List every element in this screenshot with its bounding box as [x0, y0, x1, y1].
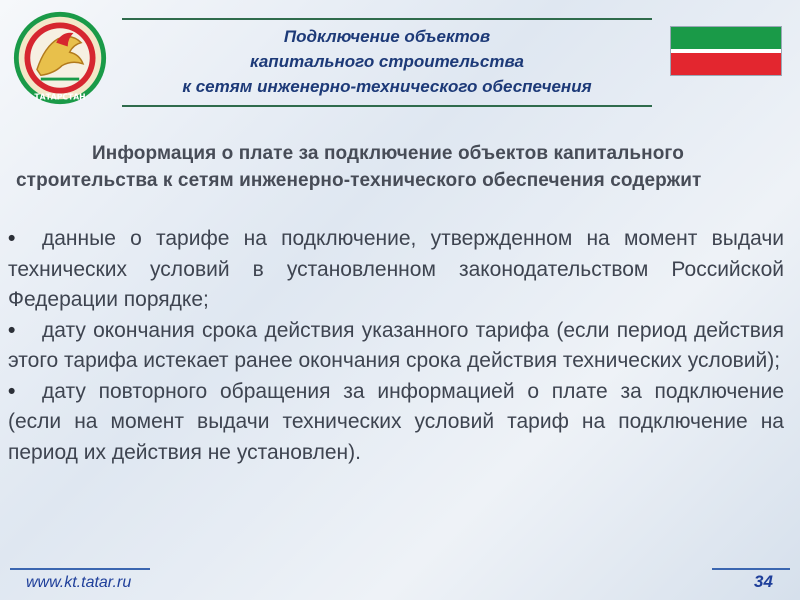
footer-left-rule — [10, 568, 150, 570]
title-line-2: капитального строительства — [250, 52, 524, 71]
header-bottom-rule — [122, 105, 652, 107]
intro-line-2: строительства к сетям инженерно-технического обеспечения содержит — [16, 170, 702, 191]
flag-green-stripe — [671, 27, 781, 49]
title-line-3: к сетям инженерно-технического обеспечения — [182, 77, 592, 96]
list-item — [8, 224, 784, 316]
bullet-text: дату окончания срока действия указанного тарифа (если период действия этого тарифа истекает ранее окончания срока действия технических условий); — [8, 318, 784, 372]
tatarstan-emblem-icon — [12, 10, 108, 106]
intro-heading — [10, 140, 790, 194]
tatarstan-flag-icon — [670, 26, 782, 76]
intro-line-1: Информация о плате за подключение объектов капитального — [92, 143, 684, 164]
header-top-rule — [122, 18, 652, 20]
bullet-icon: • — [8, 379, 16, 403]
flag-red-stripe — [671, 53, 781, 75]
bullet-text: дату повторного обращения за информацией о плате за подключение (если на момент выдачи технических условий тариф на подключение на период их действия не установлен). — [8, 379, 784, 464]
list-item — [8, 377, 784, 469]
bullet-text: данные о тарифе на подключение, утвержденном на момент выдачи технических условий в установленном законодательством Российской Федерации порядке; — [8, 227, 784, 311]
bullet-icon: • — [8, 227, 16, 250]
page-title — [122, 24, 652, 99]
footer-url-link[interactable]: www.kt.tatar.ru — [26, 574, 132, 591]
footer-right-rule — [712, 568, 790, 570]
list-item — [8, 316, 784, 377]
bullet-list — [8, 224, 784, 468]
page-number: 34 — [754, 572, 773, 591]
title-line-1: Подключение объектов — [283, 27, 491, 46]
emblem-text: ТАТАРСТАН — [34, 92, 86, 102]
bullet-icon: • — [8, 318, 16, 342]
